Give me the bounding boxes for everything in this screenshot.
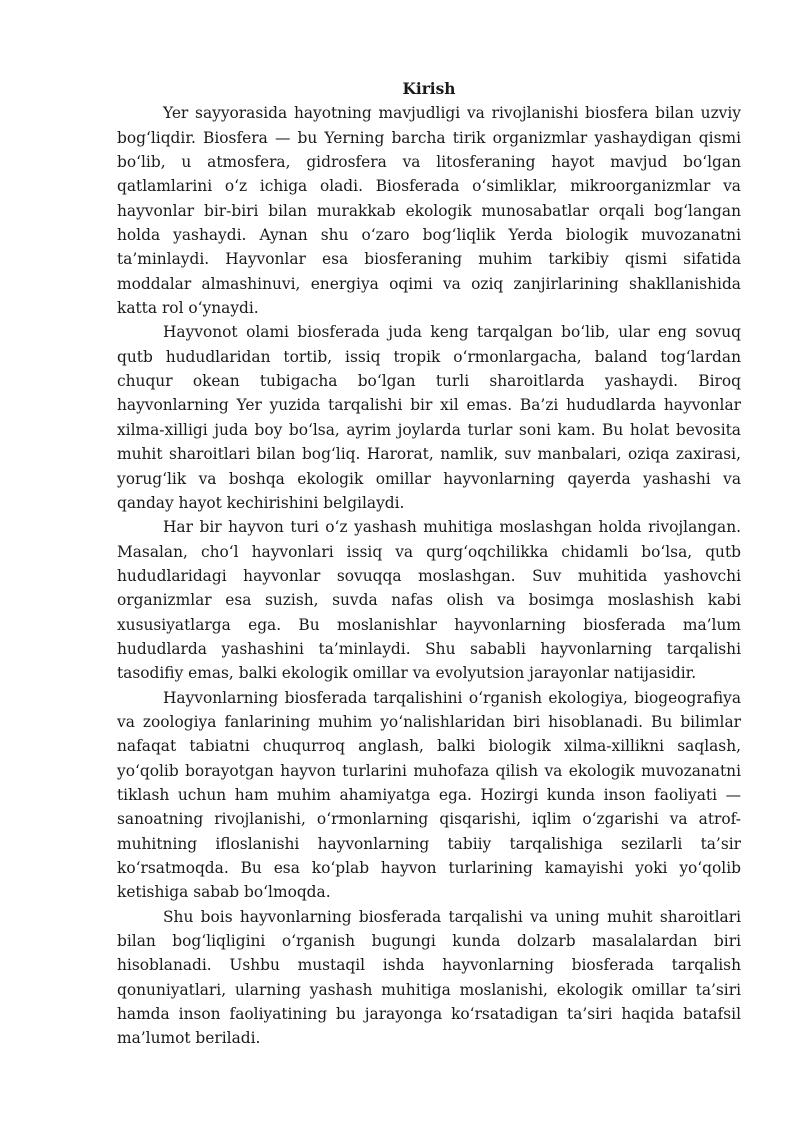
paragraph-2: Hayvonot olami biosferada juda keng tarqalgan bo‘lib, ular eng sovuq qutb hududlaridan tortib, issiq tropik o‘rmonlargacha, baland tog‘lardan chuqur okean tubigacha bo‘lgan turli sharoitlarda yashaydi. Biroq hayvonlarning Yer yuzida tarqalishi bir xil emas. Ba’zi hududlarda hayvonlar xilma-xilligi juda boy bo‘lsa, ayrim joylarda turlar soni kam. Bu holat bevosita muhit sharoitlari bilan bog‘liq. Harorat, namlik, suv manbalari, oziqa zaxirasi, yorug‘lik va boshqa ekologik omillar hayvonlarning qayerda yashashi va qanday hayot kechirishini belgilaydi. bbox=[117, 323, 741, 512]
paragraph-4: Hayvonlarning biosferada tarqalishini o‘rganish ekologiya, biogeografiya va zoologiya fanlarining muhim yo‘nalishlaridan biri hisoblanadi. Bu bilimlar nafaqat tabiatni chuqurroq anglash, balki biologik xilma-xillikni saqlash, yo‘qolib borayotgan hayvon turlarini muhofaza qilish va ekologik muvozanatni tiklash uchun ham muhim ahamiyatga ega. Hozirgi kunda inson faoliyati — sanoatning rivojlanishi, o‘rmonlarning qisqarishi, iqlim o‘zgarishi va atrof-muhitning ifloslanishi hayvonlarning tabiiy tarqalishiga sezilarli ta’sir ko‘rsatmoqda. Bu esa ko‘plab hayvon turlarining kamayishi yoki yo‘qolib ketishiga sabab bo‘lmoqda. bbox=[117, 688, 741, 902]
document-page bbox=[117, 77, 741, 1051]
paragraph-1: Yer sayyorasida hayotning mavjudligi va rivojlanishi biosfera bilan uzviy bog‘liqdir. Biosfera — bu Yerning barcha tirik organizmlar yashaydigan qismi bo‘lib, u atmosfera, gidrosfera va litosferaning hayot mavjud bo‘lgan qatlamlarini o‘z ichiga oladi. Biosferada o‘simliklar, mikroorganizmlar va hayvonlar bir-biri bilan murakkab ekologik munosabatlar orqali bog‘langan holda yashaydi. Aynan shu o‘zaro bog‘liqlik Yerda biologik muvozanatni ta’minlaydi. Hayvonlar esa biosferaning muhim tarkibiy qismi sifatida moddalar almashinuvi, energiya oqimi va oziq zanjirlarining shakllanishida katta rol o‘ynaydi. bbox=[117, 104, 741, 318]
paragraph-5: Shu bois hayvonlarning biosferada tarqalishi va uning muhit sharoitlari bilan bog‘liqligini o‘rganish bugungi kunda dolzarb masalalardan biri hisoblanadi. Ushbu mustaqil ishda hayvonlarning biosferada tarqalish qonuniyatlari, ularning yashash muhitiga moslanishi, ekologik omillar ta’siri hamda inson faoliyatining bu jarayonga ko‘rsatadigan ta’siri haqida batafsil ma’lumot beriladi. bbox=[117, 907, 741, 1048]
paragraph-3: Har bir hayvon turi o‘z yashash muhitiga moslashgan holda rivojlangan. Masalan, cho‘l hayvonlari issiq va qurg‘oqchilikka chidamli bo‘lsa, qutb hududlaridagi hayvonlar sovuqqa moslashgan. Suv muhitida yashovchi organizmlar esa suzish, suvda nafas olish va bosimga moslashish kabi xususiyatlarga ega. Bu moslanishlar hayvonlarning biosferada ma’lum hududlarda yashashini ta’minlaydi. Shu sababli hayvonlarning tarqalishi tasodifiy emas, balki ekologik omillar va evolyutsion jarayonlar natijasidir. bbox=[117, 518, 741, 683]
page-title: Kirish bbox=[402, 80, 456, 98]
